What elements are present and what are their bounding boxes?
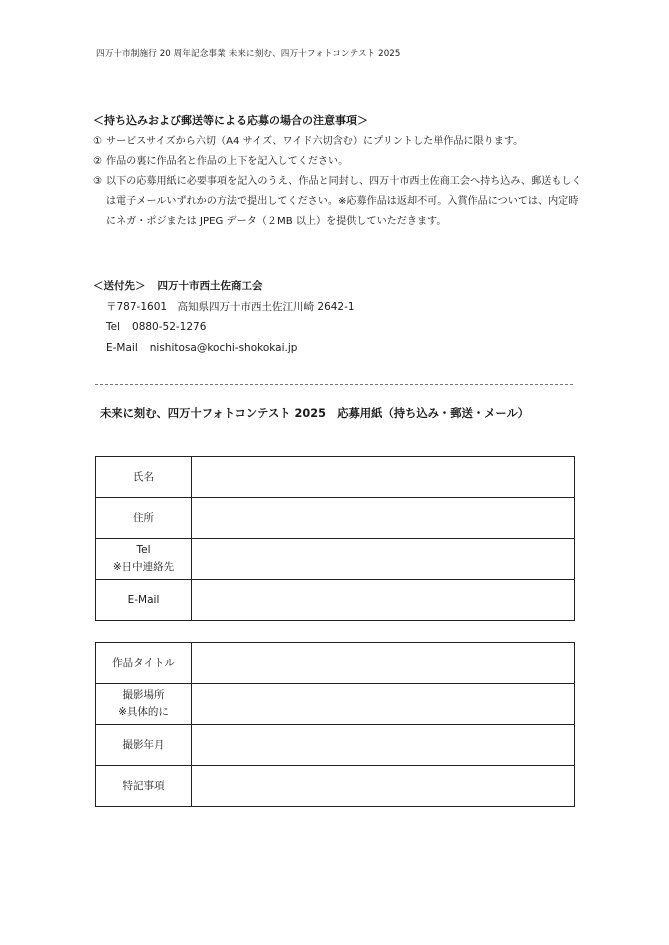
date-field[interactable] <box>192 725 575 766</box>
tel-field[interactable] <box>192 539 575 580</box>
work-title-field[interactable] <box>192 643 575 684</box>
destination-tel: 0880-52-1276 <box>132 321 207 333</box>
work-title-label: 作品タイトル <box>96 643 192 684</box>
name-field[interactable] <box>192 457 575 498</box>
table-row <box>96 684 575 725</box>
address-label: 住所 <box>96 498 192 539</box>
cut-line-divider <box>95 384 573 385</box>
notes-label: 特記事項 <box>96 766 192 807</box>
email-label: E-Mail <box>96 580 192 621</box>
notice-item-text: 作品の裏に作品名と作品の上下を記入してください。 <box>106 156 349 167</box>
location-label-line2: ※具体的に <box>118 706 169 718</box>
location-field[interactable] <box>192 684 575 725</box>
tel-label <box>96 539 192 580</box>
notice-item <box>93 152 583 172</box>
notice-title: ＜持ち込みおよび郵送等による応募の場合の注意事項＞ <box>93 114 368 127</box>
destination-tel-line <box>93 317 355 338</box>
destination-block <box>93 276 355 358</box>
destination-name: 四万十市西土佐商工会 <box>157 280 263 292</box>
date-label: 撮影年月 <box>96 725 192 766</box>
table-row <box>96 643 575 684</box>
table-row <box>96 539 575 580</box>
notice-list <box>93 132 583 232</box>
location-label-line1: 撮影場所 <box>122 689 165 701</box>
table-row <box>96 457 575 498</box>
table-row <box>96 580 575 621</box>
destination-label: ＜送付先＞ <box>93 280 146 292</box>
email-field[interactable] <box>192 580 575 621</box>
table-row <box>96 725 575 766</box>
notice-item-text: 以下の応募用紙に必要事項を記入のうえ、作品と同封し、四万十市西土佐商工会へ持ち込み、郵送もしくは電子メールいずれかの方法で提出してください。※応募作品は返却不可。入賞作品については、内定時にネガ・ポジまたは JPEG データ（２MB 以上）を提供していただきます。 <box>106 176 582 227</box>
destination-address: 〒787-1601 高知県四万十市西土佐江川崎 2642-1 <box>106 300 355 313</box>
destination-email-label: E-Mail <box>106 341 138 354</box>
tel-label-line2: ※日中連絡先 <box>112 561 175 573</box>
notes-field[interactable] <box>192 766 575 807</box>
notice-item-number: ① <box>93 136 103 147</box>
location-label <box>96 684 192 725</box>
address-field[interactable] <box>192 498 575 539</box>
page-header: 四万十市制施行 20 周年記念事業 未来に刻む、四万十フォトコンテスト 2025 <box>96 49 401 59</box>
notice-item-text: サービスサイズから六切（A4 サイズ、ワイド六切含む）にプリントした単作品に限ります。 <box>106 136 524 147</box>
work-info-table <box>95 642 575 807</box>
form-title: 未来に刻む、四万十フォトコンテスト 2025 応募用紙（持ち込み・郵送・メール） <box>100 407 530 420</box>
destination-tel-label: Tel <box>106 321 121 333</box>
table-row <box>96 766 575 807</box>
notice-item <box>93 132 583 152</box>
notice-item-number: ③ <box>93 176 103 187</box>
tel-label-line1: Tel <box>136 544 151 556</box>
table-row <box>96 498 575 539</box>
name-label: 氏名 <box>96 457 192 498</box>
destination-email: nishitosa@kochi-shokokai.jp <box>149 341 298 354</box>
notice-item <box>93 172 583 232</box>
destination-email-line <box>93 338 355 359</box>
personal-info-table <box>95 456 575 621</box>
destination-heading <box>93 276 355 297</box>
notice-item-number: ② <box>93 156 103 167</box>
